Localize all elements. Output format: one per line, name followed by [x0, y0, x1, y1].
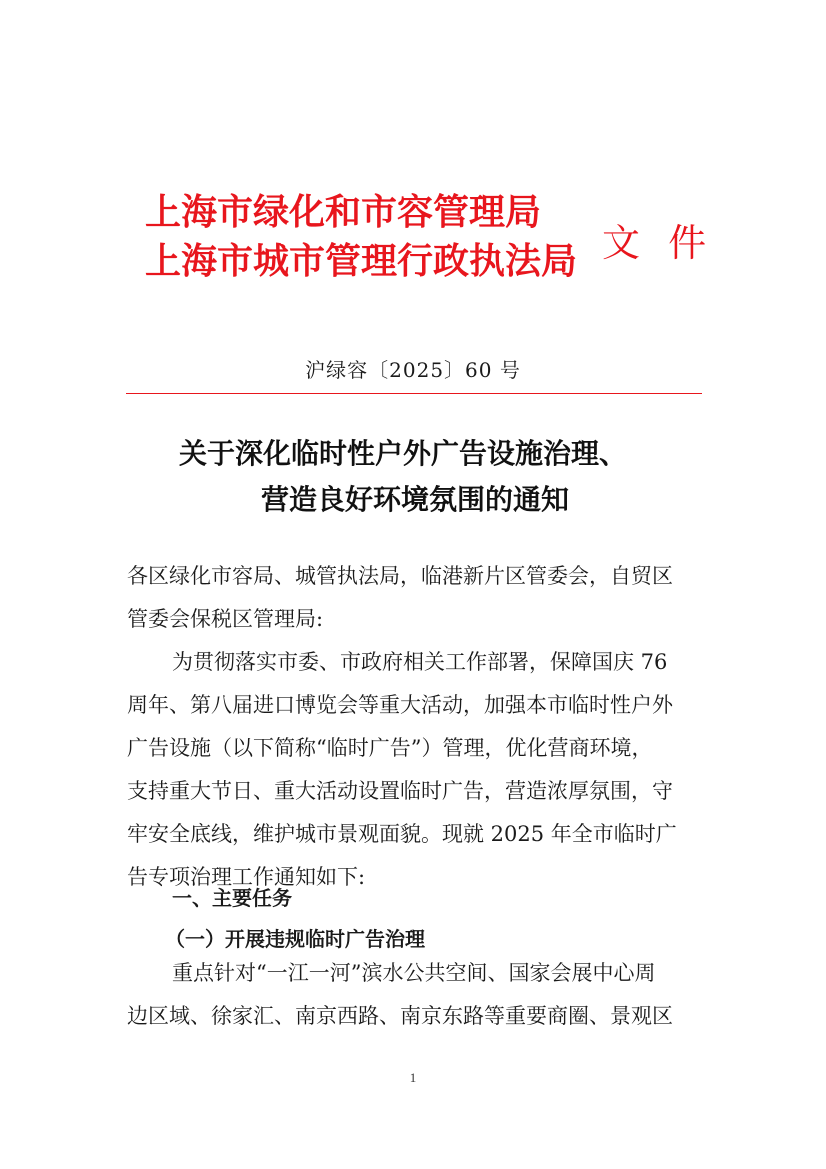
- addressee-line-1: 各区绿化市容局、城管执法局，临港新片区管委会，自贸区: [127, 564, 673, 588]
- red-divider-line: [126, 393, 702, 394]
- paragraph-line: 广告设施（以下简称“临时广告”）管理，优化营商环境，: [127, 736, 653, 760]
- issuer-name-line-1: 上海市绿化和市容管理局: [145, 191, 542, 233]
- document-type-label: 文 件: [602, 221, 715, 265]
- paragraph-line: 为贯彻落实市委、市政府相关工作部署，保障国庆 76: [172, 650, 668, 674]
- paragraph-line: 边区域、徐家汇、南京西路、南京东路等重要商圈、景观区: [127, 1004, 673, 1028]
- page-number: 1: [409, 1070, 417, 1085]
- paragraph-line: 告专项治理工作通知如下:: [127, 865, 366, 889]
- paragraph-line: 重点针对“一江一河”滨水公共空间、国家会展中心周: [172, 961, 656, 985]
- issuer-name-line-2: 上海市城市管理行政执法局: [145, 240, 578, 282]
- document-number: 沪绿容〔2025〕60 号: [305, 358, 521, 382]
- paragraph-line: 周年、第八届进口博览会等重大活动，加强本市临时性户外: [127, 693, 673, 717]
- paragraph-line: 支持重大节日、重大活动设置临时广告，营造浓厚氛围，守: [127, 779, 673, 803]
- notice-title-line-2: 营造良好环境氛围的通知: [260, 483, 569, 516]
- subsection-heading: （一）开展违规临时广告治理: [165, 927, 425, 951]
- notice-title-line-1: 关于深化临时性户外广告设施治理、: [178, 437, 627, 470]
- paragraph-line: 牢安全底线，维护城市景观面貌。现就 2025 年全市临时广: [127, 822, 677, 846]
- addressee-line-2: 管委会保税区管理局:: [127, 607, 324, 631]
- section-heading: 一、主要任务: [172, 886, 292, 910]
